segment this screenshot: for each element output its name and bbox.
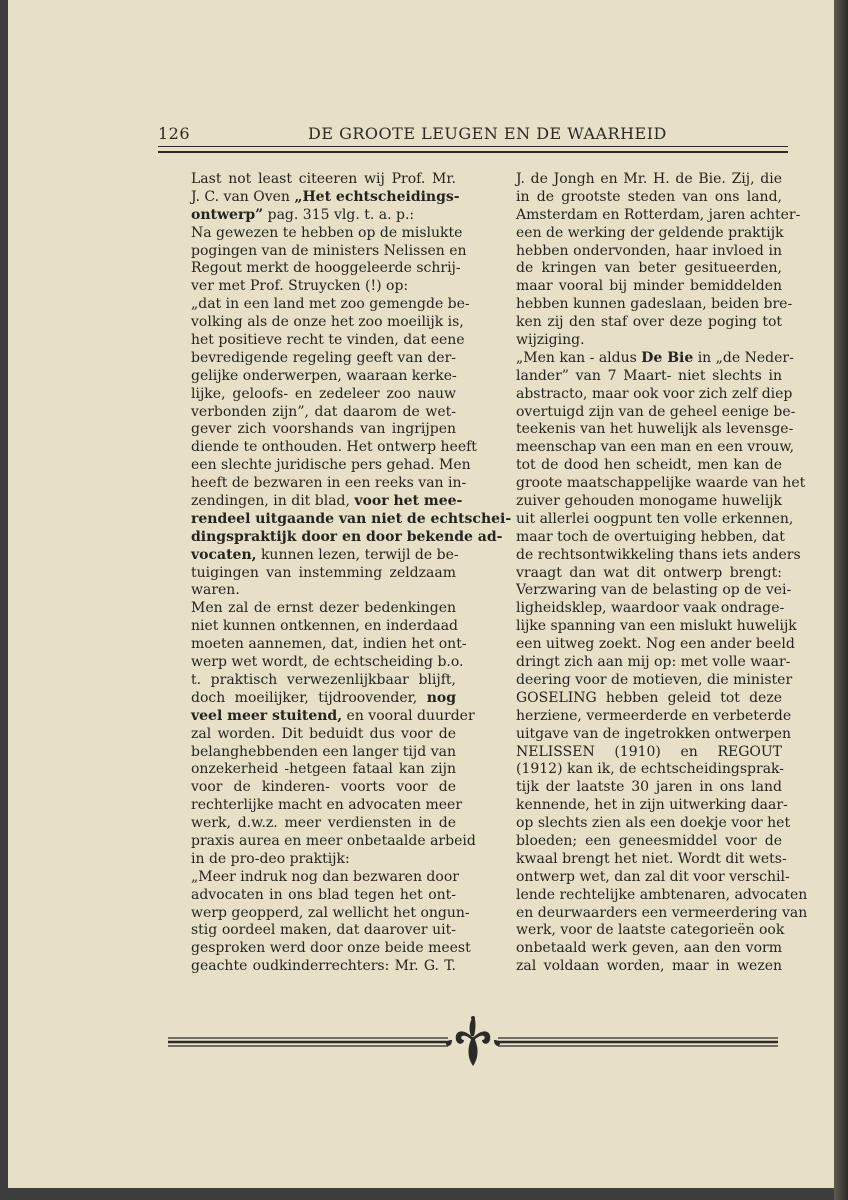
- bold-text: nog: [426, 689, 456, 706]
- text-line: [516, 314, 782, 332]
- text-line: [191, 439, 477, 457]
- text-segment: rechterlijke macht en advocaten meer: [191, 797, 463, 814]
- text-segment: in de pro-deo praktijk:: [191, 850, 350, 867]
- text-segment: niet kunnen ontkennen, en inderdaad: [191, 618, 459, 635]
- text-line: [191, 761, 456, 779]
- text-segment: „Men kan - aldus: [516, 349, 642, 366]
- text-line: [191, 296, 470, 314]
- text-line: [516, 260, 782, 278]
- text-segment: werp wet wordt, de echtscheiding b.o.: [191, 654, 464, 671]
- text-line: [191, 618, 459, 636]
- text-line: [516, 600, 785, 618]
- text-segment: moeten aannemen, dat, indien het ont-: [191, 636, 467, 653]
- text-segment: waren.: [191, 582, 240, 599]
- text-line: [516, 886, 808, 905]
- bold-text: voor het mee-: [354, 493, 463, 510]
- text-segment: Regout merkt de hooggeleerde schrij-: [191, 260, 461, 277]
- ornament-left-rules: [168, 1038, 448, 1046]
- text-segment: een uitweg zoekt. Nog een ander beeld: [516, 636, 795, 653]
- text-line: [516, 618, 797, 636]
- text-line: [516, 654, 791, 672]
- text-line: [191, 260, 461, 278]
- text-line: [191, 475, 467, 493]
- ornament-divider: [168, 1010, 778, 1070]
- text-line: [516, 368, 782, 386]
- text-segment: maar toch de overtuiging hebben, dat: [516, 528, 785, 545]
- right-text-column: [516, 171, 808, 976]
- text-line: [191, 565, 456, 583]
- text-line: [191, 171, 456, 189]
- text-segment: ken zij den staf over deze poging tot: [516, 314, 782, 331]
- text-line: [191, 332, 465, 350]
- text-line: [516, 278, 782, 296]
- text-line: [516, 850, 787, 869]
- text-segment: Verzwaring van de belasting op de vei-: [516, 582, 792, 599]
- text-segment: gelijke onderwerpen, waaraan kerke-: [191, 367, 457, 384]
- text-segment: Last not least citeeren wij Prof. Mr.: [191, 171, 456, 187]
- text-line: [516, 904, 808, 923]
- text-line: [191, 600, 456, 618]
- text-line: [191, 207, 456, 225]
- text-line: [191, 868, 459, 887]
- text-line: [516, 761, 785, 779]
- left-text-column: [191, 171, 512, 976]
- text-line: [516, 565, 782, 583]
- text-line: [191, 904, 470, 923]
- text-line: [516, 690, 782, 708]
- text-segment: het positieve recht te vinden, dat eene: [191, 332, 465, 349]
- text-line: [516, 958, 782, 976]
- text-line: [516, 421, 794, 439]
- text-line: [516, 546, 801, 565]
- text-line: [191, 368, 456, 386]
- text-segment: wijziging.: [516, 332, 585, 349]
- text-segment: en vooral duurder: [342, 707, 475, 724]
- header-rule: [158, 146, 788, 153]
- text-segment: de kringen van beter gesitueerden,: [516, 260, 782, 277]
- text-line: [516, 940, 782, 958]
- text-line: [516, 582, 792, 600]
- page-number: 126: [158, 124, 191, 143]
- text-segment: belanghebbenden een langer tijd van: [191, 743, 456, 760]
- text-line: [191, 958, 456, 976]
- bold-text: dingspraktijk door en door bekende ad-: [191, 528, 503, 545]
- text-segment: een de werking der geldende praktijk: [516, 224, 784, 241]
- text-segment: (1912) kan ik, de echtscheidingsprak-: [516, 761, 785, 778]
- text-line: [191, 421, 456, 439]
- text-line: [191, 940, 471, 958]
- text-line: [191, 636, 467, 654]
- text-line: [516, 815, 791, 833]
- text-segment: tuigingen van instemming zeldzaam: [191, 564, 456, 581]
- text-segment: gever zich voorshands van ingrijpen: [191, 421, 456, 438]
- text-segment: werk, voor de laatste categorieën ook: [516, 922, 785, 939]
- text-line: [516, 797, 788, 815]
- book-page: [8, 0, 834, 1188]
- text-line: [191, 350, 456, 368]
- text-line: [191, 457, 471, 475]
- text-line: [516, 189, 782, 207]
- text-line: [191, 779, 456, 797]
- text-segment: J. de Jongh en Mr. H. de Bie. Zij, die: [516, 171, 782, 187]
- text-line: [516, 922, 785, 940]
- text-segment: in „de Neder-: [693, 349, 794, 366]
- text-segment: bloeden; een geneesmiddel voor de: [516, 832, 782, 849]
- text-segment: groote maatschappelijke waarde van het: [516, 475, 806, 492]
- book-spine-edge: [834, 0, 848, 1200]
- text-segment: zendingen, in dit blad,: [191, 493, 355, 510]
- text-line: [516, 296, 793, 314]
- text-line: [516, 636, 795, 654]
- text-segment: ontwerp wet, dan zal dit voor verschil-: [516, 868, 790, 885]
- text-segment: maar vooral bij minder bemiddelden: [516, 278, 782, 295]
- text-segment: GOSELING hebben geleid tot deze: [516, 689, 782, 706]
- text-line: [191, 744, 456, 762]
- text-segment: meenschap van een man en een vrouw,: [516, 439, 795, 456]
- text-segment: voor de kinderen- voorts voor de: [191, 779, 456, 796]
- text-segment: volking als de onze het zoo moeilijk is,: [191, 314, 464, 331]
- text-segment: lander” van 7 Maart- niet slechts in: [516, 367, 782, 384]
- text-segment: t. praktisch verwezenlijkbaar blijft,: [191, 671, 456, 688]
- text-segment: een slechte juridische pers gehad. Men: [191, 457, 471, 474]
- text-line: [516, 528, 785, 547]
- text-segment: tijk der laatste 30 jaren in ons land: [516, 779, 782, 796]
- text-segment: hebben kunnen gadeslaan, beiden bre-: [516, 296, 793, 313]
- fleuron-icon: [446, 1016, 500, 1066]
- text-segment: verbonden zijn”, dat daarom de wet-: [191, 403, 456, 420]
- text-line: [516, 206, 801, 225]
- text-segment: zuiver gehouden monogame huwelijk: [516, 493, 782, 510]
- text-segment: diende te onthouden. Het ontwerp heeft: [191, 439, 477, 456]
- text-segment: NELISSEN (1910) en REGOUT: [516, 743, 782, 760]
- bold-text: rendeel uitgaande van niet de echtschei-: [191, 510, 512, 527]
- text-segment: lende rechtelijke ambtenaren, advocaten: [516, 886, 808, 903]
- bold-text: De Bie: [641, 349, 694, 366]
- text-line: [516, 725, 791, 744]
- text-line: [516, 744, 782, 762]
- text-line: [191, 242, 467, 261]
- text-line: [191, 278, 456, 296]
- text-segment: ver met Prof. Struycken (!) op:: [191, 278, 409, 295]
- text-line: [191, 224, 463, 243]
- text-line: [516, 439, 795, 457]
- text-segment: uitgave van de ingetrokken ontwerpen: [516, 725, 791, 742]
- text-line: [516, 171, 782, 189]
- text-line: [191, 654, 464, 672]
- text-line: [516, 243, 782, 261]
- text-line: [516, 671, 793, 690]
- text-segment: lijke, geloofs- en zedeleer zoo nauw: [191, 385, 456, 402]
- text-segment: lijke spanning van een mislukt huwelijk: [516, 618, 797, 635]
- text-segment: pogingen van de ministers Nelissen en: [191, 242, 467, 259]
- text-segment: kwaal brengt het niet. Wordt dit wets-: [516, 850, 787, 867]
- text-segment: doch moeilijker, tijdroovender,: [191, 689, 427, 706]
- running-title: DE GROOTE LEUGEN EN DE WAARHEID: [308, 124, 667, 143]
- text-line: [516, 332, 782, 350]
- text-segment: gesproken werd door onze beide meest: [191, 940, 471, 957]
- text-segment: deering voor de motieven, die minister: [516, 671, 793, 688]
- text-segment: praxis aurea en meer onbetaalde arbeid: [191, 832, 476, 849]
- text-segment: J. C. van Oven: [191, 188, 295, 205]
- text-line: [191, 582, 456, 600]
- text-segment: advocaten in ons blad tegen het ont-: [191, 886, 456, 903]
- text-segment: herziene, vermeerderde en verbeterde: [516, 707, 792, 724]
- text-line: [516, 457, 782, 475]
- text-line: [191, 922, 456, 940]
- text-segment: hebben ondervonden, haar invloed in: [516, 242, 782, 259]
- text-segment: ligheidsklep, waardoor vaak ondrage-: [516, 600, 785, 617]
- text-segment: zal voldaan worden, maar in wezen: [516, 958, 782, 975]
- text-line: [516, 868, 790, 887]
- text-segment: en deurwaarders een vermeerdering van: [516, 904, 808, 921]
- text-line: [191, 832, 476, 851]
- bold-text: „Het echtscheidings-: [294, 188, 460, 205]
- text-segment: dringt zich aan mij op: met volle waar-: [516, 654, 791, 671]
- text-line: [191, 707, 475, 726]
- text-segment: Men zal de ernst dezer bedenkingen: [191, 600, 456, 617]
- text-line: [516, 349, 794, 368]
- text-line: [516, 475, 806, 493]
- text-segment: stig oordeel maken, dat daarover uit-: [191, 922, 456, 939]
- text-line: [191, 528, 503, 547]
- text-line: [516, 833, 782, 851]
- text-line: [191, 546, 459, 565]
- text-segment: Na gewezen te hebben op de mislukte: [191, 224, 463, 241]
- text-line: [191, 404, 456, 422]
- text-line: [516, 225, 782, 243]
- bold-text: veel meer stuitend,: [191, 707, 343, 724]
- text-segment: tot de dood hen scheidt, men kan de: [516, 457, 782, 474]
- text-segment: werp geopperd, zal wellicht het ongun-: [191, 904, 470, 921]
- text-line: [516, 779, 782, 797]
- text-segment: pag. 315 vlg. t. a. p.:: [263, 206, 415, 223]
- text-segment: onzekerheid -hetgeen fataal kan zijn: [191, 761, 456, 778]
- text-segment: teekenis van het huwelijk als levensge-: [516, 421, 794, 438]
- text-line: [516, 707, 792, 726]
- text-segment: „dat in een land met zoo gemengde be-: [191, 296, 470, 313]
- text-segment: op slechts zien als een doekje voor het: [516, 815, 791, 832]
- bold-text: ontwerp”: [191, 206, 264, 223]
- bold-text: vocaten,: [191, 546, 257, 563]
- text-segment: „Meer indruk nog dan bezwaren door: [191, 868, 459, 885]
- text-segment: heeft de bezwaren in een reeks van in-: [191, 475, 467, 492]
- text-segment: zal worden. Dit beduidt dus voor de: [191, 725, 456, 742]
- text-segment: onbetaald werk geven, aan den vorm: [516, 940, 782, 957]
- text-segment: kennende, het in zijn uitwerking daar-: [516, 797, 788, 814]
- text-segment: in de grootste steden van ons land,: [516, 188, 782, 205]
- text-line: [191, 851, 456, 869]
- text-line: [516, 385, 793, 404]
- text-segment: overtuigd zijn van de geheel eenige be-: [516, 403, 796, 420]
- text-line: [516, 493, 782, 511]
- text-segment: werk, d.w.z. meer verdiensten in de: [191, 815, 456, 832]
- text-line: [191, 510, 512, 529]
- text-line: [191, 815, 456, 833]
- text-line: [191, 386, 456, 404]
- text-segment: kunnen lezen, terwijl de be-: [256, 546, 459, 563]
- text-line: [191, 797, 463, 815]
- text-segment: bevredigende regeling geeft van der-: [191, 349, 456, 366]
- text-line: [191, 887, 456, 905]
- text-line: [191, 314, 464, 332]
- text-segment: geachte oudkinderrechters: Mr. G. T.: [191, 958, 456, 975]
- text-segment: abstracto, maar ook voor zich zelf diep: [516, 385, 793, 402]
- ornament-right-rules: [498, 1038, 778, 1046]
- text-line: [516, 403, 796, 422]
- text-line: [516, 510, 794, 529]
- text-line: [191, 188, 460, 207]
- text-segment: vraagt dan wat dit ontwerp brengt:: [516, 564, 782, 581]
- text-line: [191, 726, 456, 744]
- text-segment: uit allerlei oogpunt ten volle erkennen,: [516, 510, 794, 527]
- text-line: [191, 690, 456, 708]
- text-line: [191, 493, 463, 511]
- text-segment: de rechtsontwikkeling thans iets anders: [516, 546, 801, 563]
- text-segment: Amsterdam en Rotterdam, jaren achter-: [516, 206, 801, 223]
- text-line: [191, 672, 456, 690]
